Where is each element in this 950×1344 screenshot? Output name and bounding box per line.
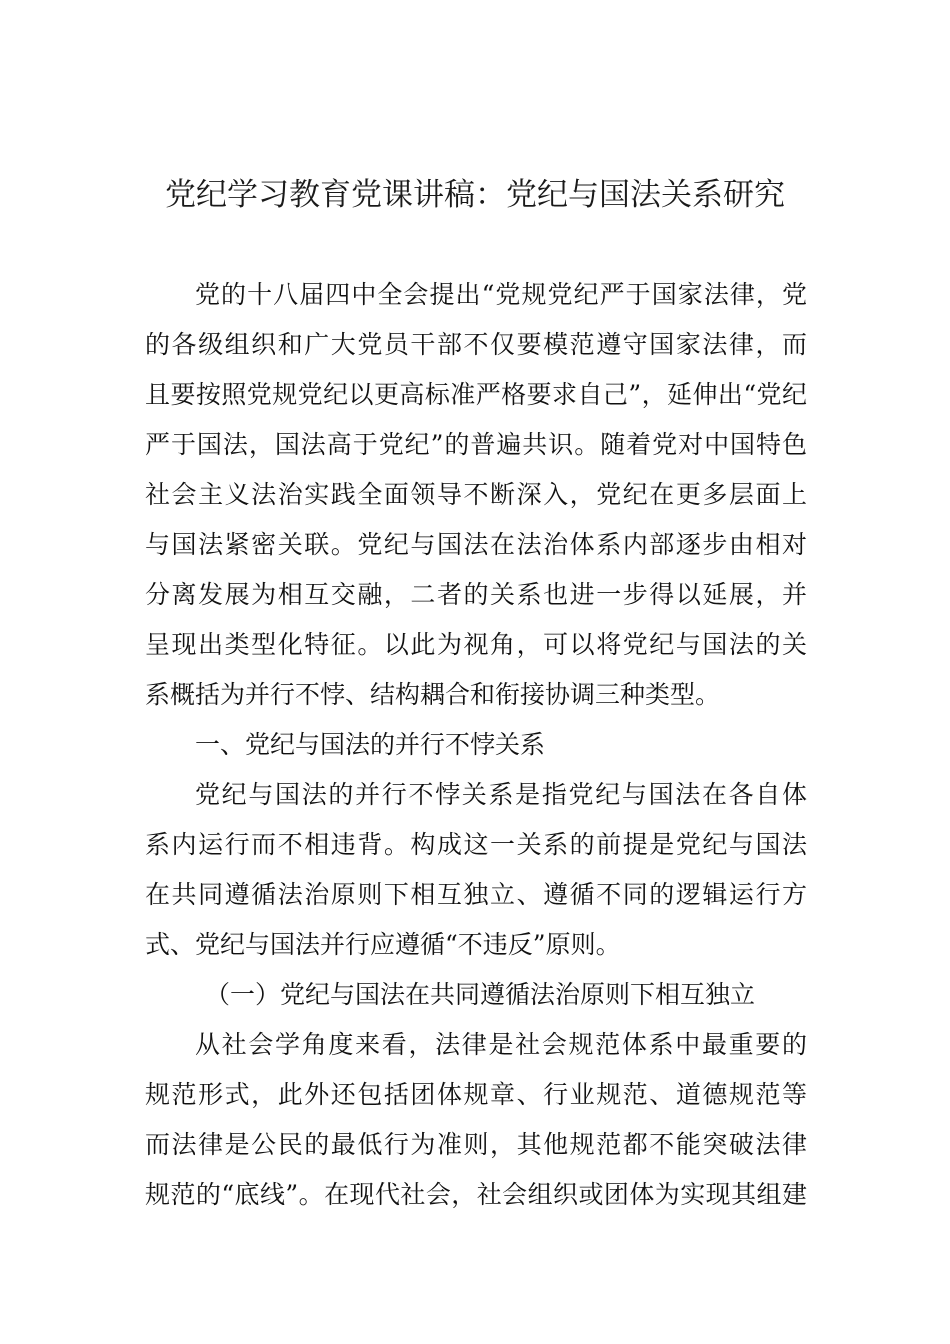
section-heading-line: （一）党纪与国法在共同遵循法治原则下相互独立 (205, 980, 756, 1009)
section-heading-line: 一、党纪与国法的并行不悖关系 (195, 730, 546, 759)
paragraph-line: 从社会学角度来看，法律是社会规范体系中最重要的 (195, 1030, 807, 1059)
paragraph-line: 与国法紧密关联。党纪与国法在法治体系内部逐步由相对 (145, 530, 807, 559)
paragraph-line: 规范形式，此外还包括团体规章、行业规范、道德规范等 (145, 1080, 807, 1109)
document-body (145, 270, 807, 1220)
document-title: 党纪学习教育党课讲稿：党纪与国法关系研究 (165, 177, 785, 213)
paragraph-line: 党的十八届四中全会提出“党规党纪严于国家法律，党 (195, 280, 807, 309)
paragraph-line: 而法律是公民的最低行为准则，其他规范都不能突破法律 (145, 1130, 807, 1159)
paragraph-line: 社会主义法治实践全面领导不断深入，党纪在更多层面上 (145, 480, 807, 509)
paragraph-line: 系内运行而不相违背。构成这一关系的前提是党纪与国法 (145, 830, 807, 859)
paragraph-line: 严于国法，国法高于党纪”的普遍共识。随着党对中国特色 (145, 430, 807, 459)
paragraph-line: 规范的“底线”。在现代社会，社会组织或团体为实现其组建 (145, 1180, 807, 1209)
paragraph-line: 党纪与国法的并行不悖关系是指党纪与国法在各自体 (195, 780, 807, 809)
paragraph-line: 在共同遵循法治原则下相互独立、遵循不同的逻辑运行方 (145, 880, 807, 909)
paragraph-line: 的各级组织和广大党员干部不仅要模范遵守国家法律，而 (145, 330, 807, 359)
paragraph-line: 呈现出类型化特征。以此为视角，可以将党纪与国法的关 (145, 630, 807, 659)
paragraph-line: 式、党纪与国法并行应遵循“不违反”原则。 (145, 930, 621, 959)
paragraph-line: 分离发展为相互交融，二者的关系也进一步得以延展，并 (145, 580, 807, 609)
paragraph-line: 系概括为并行不悖、结构耦合和衔接协调三种类型。 (145, 680, 721, 709)
paragraph-line: 且要按照党规党纪以更高标准严格要求自己”，延伸出“党纪 (145, 380, 807, 409)
